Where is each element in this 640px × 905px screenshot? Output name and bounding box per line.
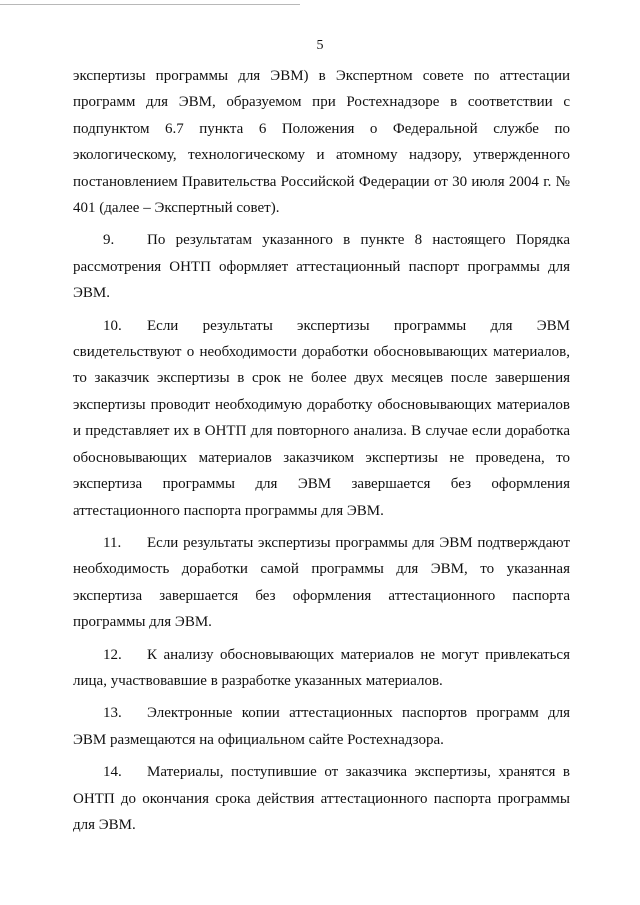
paragraph-text: Если результаты экспертизы программы для ЭВМ подтверждают необходимость доработки самой программы для ЭВМ, то указанная экспертиза завершается без оформления аттестационного паспорта программы для ЭВМ. — [73, 534, 570, 631]
paragraph-text: Материалы, поступившие от заказчика экспертизы, хранятся в ОНТП до окончания срока действия аттестационного паспорта программы для ЭВМ. — [73, 764, 570, 833]
paragraph-text: Электронные копии аттестационных паспортов программ для ЭВМ размещаются на официальном сайте Ростехнадзора. — [73, 705, 570, 748]
paragraph-number: 9. — [103, 232, 115, 249]
paragraph-14 — [73, 759, 570, 838]
page-number: 5 — [316, 38, 324, 53]
paragraph-number: 10. — [103, 317, 122, 334]
paragraph-11 — [73, 530, 570, 636]
paragraph-number: 14. — [103, 764, 122, 781]
document-body — [73, 63, 570, 844]
paragraph-text: экспертизы программы для ЭВМ) в Экспертном совете по аттестации программ для ЭВМ, образуемом при Ростехнадзоре в соответствии с подпунктом 6.7 пункта 6 Положения о Федеральной службе по экологическому, технологическому и атомному надзору, утвержденного постановлением Правительства Российской Федерации от 30 июля 2004 г. № 401 (далее – Экспертный совет). — [73, 68, 570, 217]
paragraph-continuation — [73, 63, 570, 221]
top-rule — [0, 4, 300, 5]
paragraph-13 — [73, 700, 570, 753]
paragraph-number: 12. — [103, 646, 122, 663]
paragraph-text: Если результаты экспертизы программы для ЭВМ свидетельствуют о необходимости доработки обосновывающих материалов, то заказчик экспертизы в срок не более двух месяцев после завершения экспертизы проводит необходимую доработку обосновывающих материалов и представляет их в ОНТП для повторного анализа. В случае если доработка обосновывающих материалов заказчиком экспертизы не проведена, то экспертиза программы для ЭВМ завершается без оформления аттестационного паспорта программы для ЭВМ. — [73, 317, 570, 519]
paragraph-9 — [73, 227, 570, 306]
paragraph-number: 13. — [103, 705, 122, 722]
paragraph-12 — [73, 642, 570, 695]
paragraph-text: По результатам указанного в пункте 8 настоящего Порядка рассмотрения ОНТП оформляет аттестационный паспорт программы для ЭВМ. — [73, 232, 570, 302]
paragraph-text: К анализу обосновывающих материалов не могут привлекаться лица, участвовавшие в разработке указанных материалов. — [73, 646, 570, 689]
paragraph-number: 11. — [103, 534, 122, 551]
paragraph-10 — [73, 313, 570, 524]
